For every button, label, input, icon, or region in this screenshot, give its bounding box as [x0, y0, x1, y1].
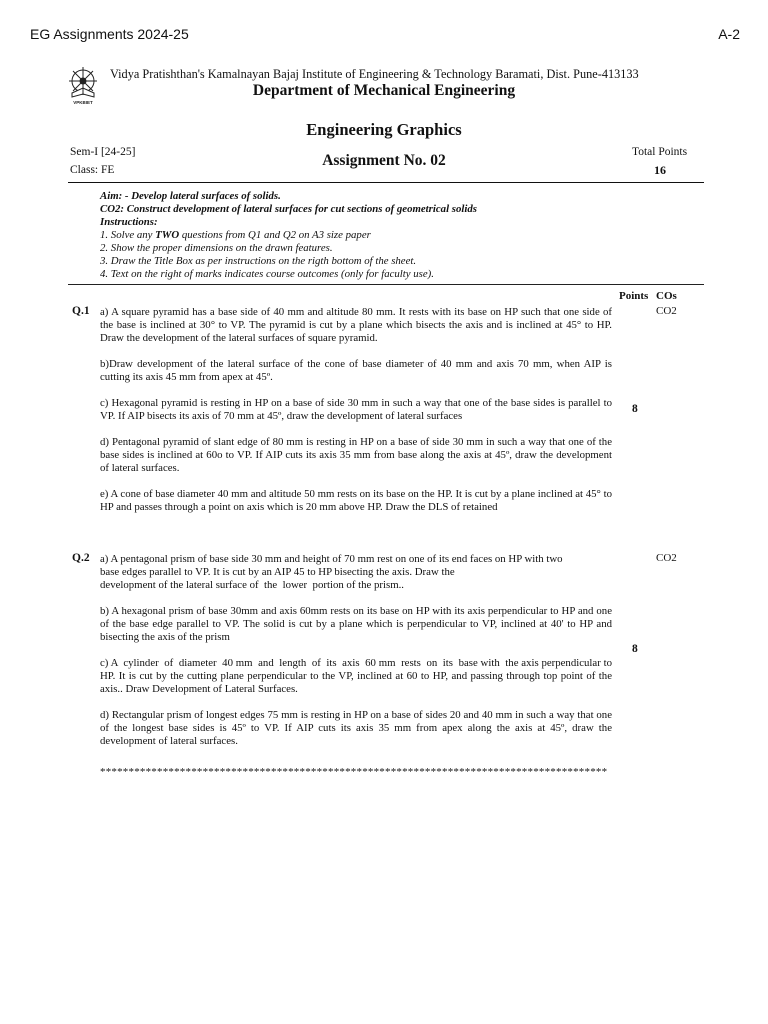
q1-part-a: a) A square pyramid has a base side of 40 mm and altitude 80 mm. It rests with its base on HP such that one side of the base is inclined at 30° to VP. The pyramid is cut by a plane which bisects the axis and is inclined at 45° to HP. Draw the development of the lateral surfaces of square pyramid.	[100, 306, 612, 344]
q1-part-d: d) Pentagonal pyramid of slant edge of 80 mm is resting in HP on a base of side 30 mm in such a way that one of the base sides is inclined at 60o to VP. If AIP cuts its axis 35 mm from base along the axis at 45º, draw the development of lateral surfaces.	[100, 436, 612, 474]
institute-name: Vidya Pratishthan's Kamalnayan Bajaj Institute of Engineering & Technology Baramati, Dist. Pune-413133	[110, 67, 639, 81]
instruction-3: 3. Draw the Title Box as per instructions on the rigth bottom of the sheet.	[100, 255, 417, 267]
total-points-value: 16	[654, 163, 666, 177]
instruction-2: 2. Show the proper dimensions on the drawn features.	[100, 242, 333, 254]
q2-co: CO2	[656, 552, 677, 564]
page-header-left: EG Assignments 2024-25	[30, 26, 189, 42]
q1-points: 8	[632, 403, 638, 415]
aim-text: Aim: - Develop lateral surfaces of solids.	[100, 190, 281, 202]
assignment-title: Assignment No. 02	[322, 152, 446, 169]
logo-caption: VPKBIET	[73, 100, 93, 105]
q2-points: 8	[632, 643, 638, 655]
q2-part-a-line3: development of the lateral surface of the lower portion of the prism..	[100, 579, 405, 591]
q1-co: CO2	[656, 305, 677, 317]
semester-label: Sem-I [24-25]	[70, 146, 136, 158]
q1-number: Q.1	[72, 305, 90, 317]
q2-number: Q.2	[72, 552, 90, 564]
co-statement: CO2: Construct development of lateral surfaces for cut sections of geometrical solids	[100, 203, 477, 215]
q2-part-a-line1: a) A pentagonal prism of base side 30 mm and height of 70 mm rest on one of its end faces on HP with two	[100, 553, 563, 565]
header-divider	[68, 182, 704, 183]
subject-title: Engineering Graphics	[306, 120, 462, 139]
instruction-1: 1. Solve any TWO questions from Q1 and Q2 on A3 size paper	[100, 229, 371, 241]
department-title: Department of Mechanical Engineering	[252, 82, 516, 99]
instructions-divider	[68, 284, 704, 285]
q1-part-e: e) A cone of base diameter 40 mm and altitude 50 mm rests on its base on the HP. It is cut by a plane inclined at 45° to HP and passes through a point on axis which is 20 mm above HP. Draw the DLS of retained	[100, 488, 612, 513]
q2-part-a-line2: base edges parallel to VP. It is cut by an AIP 45 to HP bisecting the axis. Draw the	[100, 566, 455, 578]
instructions-label: Instructions:	[100, 216, 158, 228]
points-column-header: Points	[619, 290, 649, 302]
q2-part-d: d) Rectangular prism of longest edges 75 mm is resting in HP on a base of sides 20 and 40 mm in such a way that one of the longest base sides is 45º to VP. If AIP cuts its axis 35 mm from apex along the axis at 45º, draw the development of lateral surfaces.	[100, 709, 612, 747]
q1-part-c: c) Hexagonal pyramid is resting in HP on a base of side 30 mm in such a way that one of the base sides is parallel to VP. If AIP bisects its axis of 70 mm at 45º, draw the development of lateral surfaces	[100, 397, 612, 422]
class-label: Class: FE	[70, 164, 115, 176]
total-points-label: Total Points	[632, 146, 688, 158]
page-header-right: A-2	[718, 26, 740, 42]
q2-part-b: b) A hexagonal prism of base 30mm and axis 60mm rests on its base on HP with its axis perpendicular to HP and one of the base edge parallel to VP. The solid is cut by a plane which is perpendicular to VP, inclined at 40' to HP and bisecting the axis of the prism	[100, 605, 612, 643]
instruction-4: 4. Text on the right of marks indicates course outcomes (only for faculty use).	[100, 268, 434, 280]
q2-part-c: c) A cylinder of diameter 40 mm and length of its axis 60 mm rests on its base with the axis perpendicular to HP. It is cut by the cutting plane perpendicular to the VP, inclined at 60 to HP, and passing through top point of the axis.. Draw Development of Lateral Surfaces.	[100, 657, 615, 695]
q1-part-b: b)Draw development of the lateral surface of the cone of base diameter of 40 mm and axis 70 mm, when AIP is cutting its axis 45 mm from apex at 45º.	[100, 358, 612, 383]
end-of-assignment-marker: *****************************************************************************************	[100, 766, 608, 778]
cos-column-header: COs	[656, 290, 677, 302]
